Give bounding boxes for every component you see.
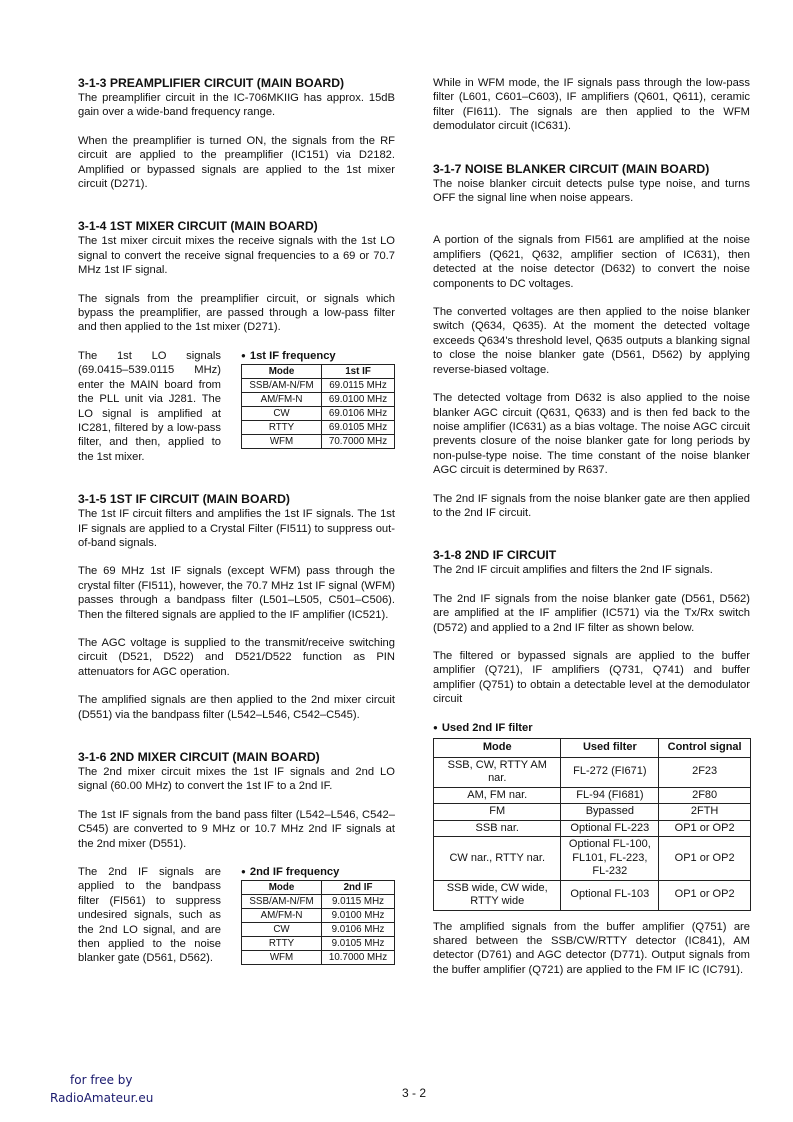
- page-number: 3 - 2: [402, 1086, 427, 1100]
- table-cell: Optional FL-103: [561, 880, 659, 910]
- table-row: [434, 787, 751, 804]
- paragraph: The signals from the preamplifier circuit, or signals which bypass the preamplifier, are passed through a low-pass filter and then applied to the 1st mixer (D271).: [78, 292, 395, 334]
- first-if-table-block: [241, 349, 395, 449]
- paragraph: While in WFM mode, the IF signals pass through the low-pass filter (L601, C601–C603), IF amplifiers (Q601, Q611), ceramic filter (FI611). The signals are then applied to the WFM demodulator circuit (IC631).: [433, 77, 750, 133]
- paragraph: The 2nd IF signals from the noise blanker gate (D561, D562) are amplified at the IF amplifier (IC571) via the Tx/Rx switch (D572) and applied to a 2nd IF filter as shown below.: [433, 592, 750, 634]
- left-column: [78, 76, 395, 980]
- table-row: [434, 837, 751, 881]
- second-if-frequency-table: [241, 880, 395, 965]
- table-row: [242, 420, 395, 434]
- paragraph: The 2nd mixer circuit mixes the 1st IF signals and 2nd LO signal (60.00 MHz) to convert the 1st IF to a 2nd IF.: [78, 766, 395, 793]
- table-cell: 10.7000 MHz: [322, 951, 395, 965]
- table-cell: 69.0105 MHz: [322, 420, 395, 434]
- watermark-line-2: RadioAmateur.eu: [50, 1091, 154, 1105]
- bullet-icon: ●: [241, 867, 246, 877]
- paragraph: When the preamplifier is turned ON, the signals from the RF circuit are applied to the preamplifier (IC151) via D2182. Amplified or bypassed signals are applied to the 1st mixer circuit (D271).: [78, 134, 395, 191]
- table-cell: AM/FM-N: [242, 909, 322, 923]
- table-row: [434, 757, 751, 787]
- table-cell: Optional FL-223: [561, 820, 659, 837]
- watermark: [50, 1071, 153, 1107]
- table-cell: AM/FM-N: [242, 392, 322, 406]
- paragraph: The 1st mixer circuit mixes the receive signals with the 1st LO signal to convert the receive signal frequencies to a 69 or 70.7 MHz 1st IF signal.: [78, 235, 395, 277]
- paragraph: The 2nd IF circuit amplifies and filters the 2nd IF signals.: [433, 564, 713, 577]
- table-cell: RTTY: [242, 937, 322, 951]
- table-row: [242, 406, 395, 420]
- paragraph: The converted voltages are then applied to the noise blanker switch (Q634, Q635). At the moment the detected voltage exceeds Q634's threshold level, Q635 outputs a blanking signal to close the noise blanker gate (D561, D562) by applying reverse-biased voltage.: [433, 306, 750, 376]
- table-cell: Optional FL-100, FL101, FL-223, FL-232: [561, 837, 659, 881]
- bullet-icon: ●: [433, 722, 438, 732]
- table-row: [242, 951, 395, 965]
- paragraph: A portion of the signals from FI561 are amplified at the noise amplifiers (Q621, Q632, amplifier section of IC631), then detected at the noise detector (D632) to convert the noise components to DC voltages.: [433, 234, 750, 290]
- table-cell: SSB nar.: [434, 820, 561, 837]
- table-cell: 9.0105 MHz: [322, 937, 395, 951]
- paragraph: The amplified signals from the buffer amplifier (Q751) are shared between the SSB/CW/RTTY detector (IC841), AM detector (D761) and AGC detector (D771). Output signals from the buffer amplifier (Q721) are applied to the FM IF IC (IC791).: [433, 920, 750, 976]
- table-cell: CW nar., RTTY nar.: [434, 837, 561, 881]
- table-cell: 2F23: [659, 757, 751, 787]
- table-cell: CW: [242, 406, 322, 420]
- table-cell: 2FTH: [659, 804, 751, 821]
- table-row: [242, 434, 395, 448]
- table-row: [242, 909, 395, 923]
- first-if-frequency-table: [241, 364, 395, 449]
- used-2nd-if-filter-table: [433, 738, 751, 911]
- table-cell: 9.0115 MHz: [322, 895, 395, 909]
- table-row: [242, 378, 395, 392]
- table-cell: SSB/AM-N/FM: [242, 895, 322, 909]
- table-cell: SSB/AM-N/FM: [242, 378, 322, 392]
- paragraph: The detected voltage from D632 is also applied to the noise blanker AGC circuit (Q631, Q633) and is then fed back to the noise amplifier (IC631) as a bias voltage. The noise AGC circuit prevents closure of the noise blanker gate for long periods by non-pulse-type noise. The time constant of the noise blanker AGC circuit is determined by R637.: [433, 392, 750, 477]
- table-header: 1st IF: [322, 364, 395, 378]
- paragraph: The 1st IF circuit filters and amplifies the 1st IF signals. The 1st IF signals are applied to a Crystal Filter (FI511) to suppress out-of-band signals.: [78, 508, 395, 549]
- section-heading-3-1-3: 3-1-3 PREAMPLIFIER CIRCUIT (MAIN BOARD): [78, 76, 345, 90]
- table-cell: FM: [434, 804, 561, 821]
- table-cell: FL-94 (FI681): [561, 787, 659, 804]
- paragraph: The noise blanker circuit detects pulse type noise, and turns OFF the signal line when noise appears.: [433, 177, 750, 205]
- table-header: 2nd IF: [322, 881, 395, 895]
- watermark-line-1: for free by: [70, 1073, 133, 1087]
- paragraph: The 1st IF signals from the band pass filter (L542–L546, C542–C545) are converted to 9 MHz or 10.7 MHz 2nd IF signals at the 2nd mixer (D551).: [78, 808, 395, 850]
- table-row: [434, 804, 751, 821]
- table-cell: 9.0106 MHz: [322, 923, 395, 937]
- table-cell: AM, FM nar.: [434, 787, 561, 804]
- bullet-icon: ●: [241, 350, 246, 360]
- table-cell: OP1 or OP2: [659, 837, 751, 881]
- table-header: Mode: [434, 738, 561, 757]
- paragraph: The amplified signals are then applied to the 2nd mixer circuit (D551) via the bandpass filter (L542–L546, C542–C545).: [78, 694, 395, 721]
- table-cell: 2F80: [659, 787, 751, 804]
- table-cell: WFM: [242, 951, 322, 965]
- table-row: [242, 923, 395, 937]
- table-header: Used filter: [561, 738, 659, 757]
- table-cell: OP1 or OP2: [659, 880, 751, 910]
- paragraph: The AGC voltage is supplied to the transmit/receive switching circuit (D521, D522) and D521/D522 function as PIN attenuators for AGC operation.: [78, 636, 395, 678]
- used-2nd-if-filter-block: [433, 721, 750, 911]
- table-cell: 69.0115 MHz: [322, 378, 395, 392]
- paragraph: The preamplifier circuit in the IC-706MKIIG has approx. 15dB gain over a wide-band frequency range.: [78, 92, 395, 119]
- table-row: [434, 880, 751, 910]
- table-cell: SSB wide, CW wide, RTTY wide: [434, 880, 561, 910]
- table-cell: CW: [242, 923, 322, 937]
- section-heading-3-1-8: 3-1-8 2ND IF CIRCUIT: [433, 548, 557, 563]
- table-cell: RTTY: [242, 420, 322, 434]
- paragraph: The filtered or bypassed signals are applied to the buffer amplifier (Q721), IF amplifiers (Q731, Q741) and buffer amplifier (Q751) to obtain a detectable level at the demodulator circuit: [433, 649, 750, 706]
- table-cell: 9.0100 MHz: [322, 909, 395, 923]
- section-heading-3-1-6: 3-1-6 2ND MIXER CIRCUIT (MAIN BOARD): [78, 750, 320, 764]
- right-column: [433, 76, 750, 991]
- paragraph: The 2nd IF signals are applied to the bandpass filter (FI561) to suppress undesired signals, such as the 2nd LO signal, and are then applied to the noise blanker gate (D561, D562).: [78, 866, 221, 965]
- paragraph: The 2nd IF signals from the noise blanker gate are then applied to the 2nd IF circuit.: [433, 492, 750, 519]
- section-heading-3-1-4: 3-1-4 1ST MIXER CIRCUIT (MAIN BOARD): [78, 219, 318, 234]
- table-header: Control signal: [659, 738, 751, 757]
- lo-block: [78, 349, 395, 464]
- second-if-table-block: [241, 865, 395, 965]
- table-cell: WFM: [242, 434, 322, 448]
- section-heading-3-1-7: 3-1-7 NOISE BLANKER CIRCUIT (MAIN BOARD): [433, 161, 710, 176]
- paragraph: The 1st LO signals (69.0415–539.0115 MHz) enter the MAIN board from the PLL unit via J281. The LO signal is amplified at IC281, filtered by a low-pass filter, and then, applied to the 1st mixer.: [78, 349, 221, 463]
- table-cell: FL-272 (FI671): [561, 757, 659, 787]
- table-cell: 69.0100 MHz: [322, 392, 395, 406]
- table-header: Mode: [242, 364, 322, 378]
- table-caption: ● 2nd IF frequency: [241, 866, 340, 879]
- table-row: [434, 820, 751, 837]
- table-row: [242, 392, 395, 406]
- table-header: Mode: [242, 881, 322, 895]
- table-row: [242, 937, 395, 951]
- table-cell: 70.7000 MHz: [322, 434, 395, 448]
- table-cell: 69.0106 MHz: [322, 406, 395, 420]
- table-caption: ● Used 2nd IF filter: [433, 721, 533, 734]
- table-caption: ● 1st IF frequency: [241, 349, 336, 362]
- table-cell: Bypassed: [561, 804, 659, 821]
- paragraph: The 69 MHz 1st IF signals (except WFM) pass through the crystal filter (FI511), however, the 70.7 MHz 1st IF signal (WFM) passes through a bandpass filter (L501–L505, C501–C506). Then the filtered signals are applied to the IF amplifier (IC521).: [78, 565, 395, 621]
- table-cell: SSB, CW, RTTY AM nar.: [434, 757, 561, 787]
- table-cell: OP1 or OP2: [659, 820, 751, 837]
- table-row: [242, 895, 395, 909]
- section-heading-3-1-5: 3-1-5 1ST IF CIRCUIT (MAIN BOARD): [78, 492, 290, 507]
- second-if-block: [78, 865, 395, 966]
